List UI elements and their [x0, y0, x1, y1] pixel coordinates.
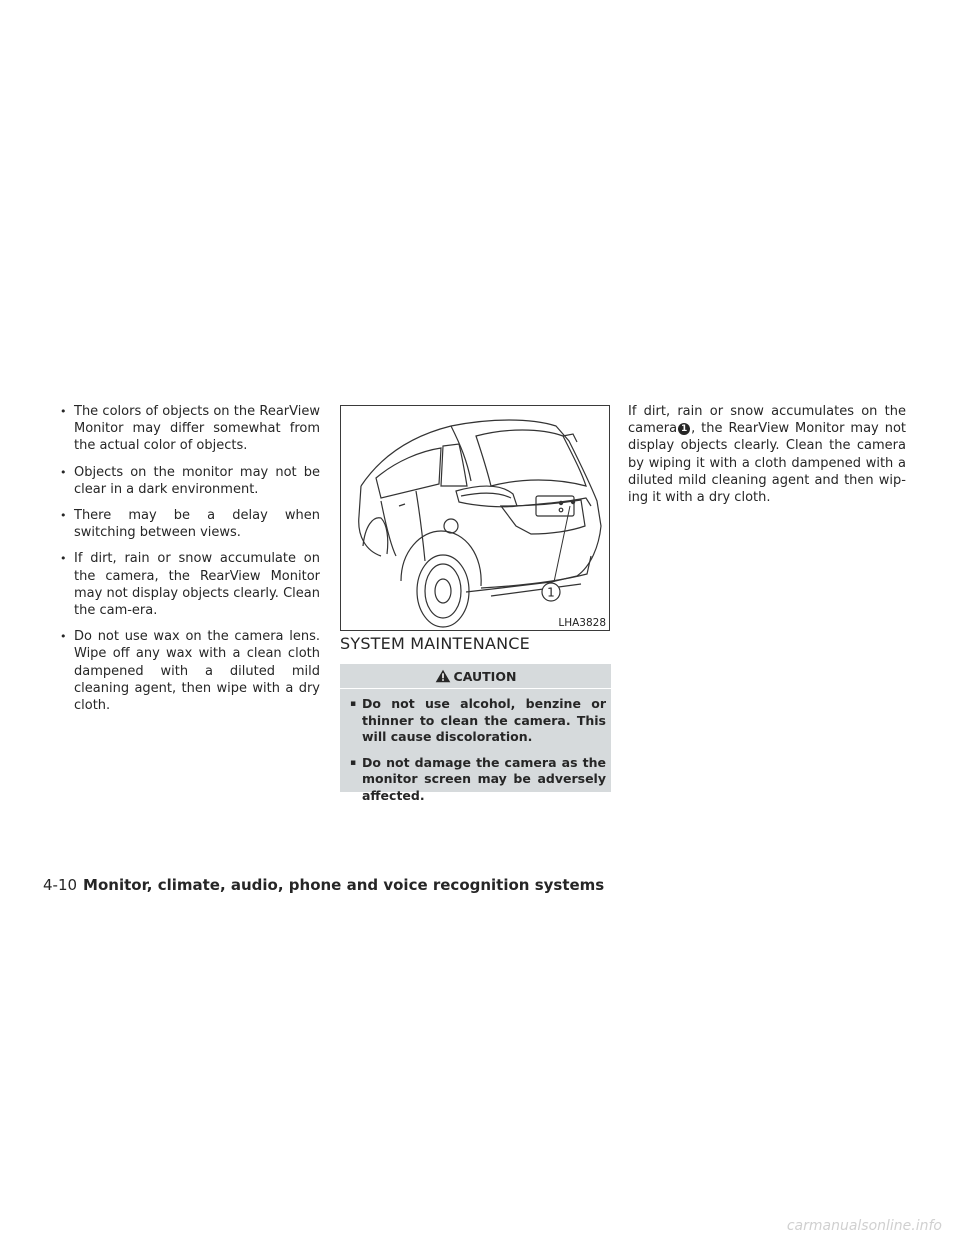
section-heading: SYSTEM MAINTENANCE	[340, 634, 530, 653]
list-item: • There may be a delay when switching between views.	[56, 507, 320, 541]
list-item: • The colors of objects on the RearView Monitor may differ somewhat from the actual color of objects.	[56, 403, 320, 455]
paragraph-text-end: , the RearView Monitor may not display objects clearly. Clean the camera by wiping it with a cloth dampened with a diluted mild cleaning agent and then wip-ing it with a dry cloth.	[628, 421, 906, 506]
bullet-list	[56, 403, 320, 714]
caution-item: ▪ Do not damage the camera as the monitor screen may be adversely affected.	[352, 755, 606, 805]
vehicle-rear-illustration	[340, 405, 610, 631]
maintenance-paragraph	[628, 403, 906, 506]
list-item: • If dirt, rain or snow accumulate on the camera, the RearView Monitor may not display objects clearly. Clean the cam-era.	[56, 550, 320, 619]
chapter-title: Monitor, climate, audio, phone and voice recognition systems	[83, 876, 605, 894]
figure-callout-label: 1	[547, 585, 555, 600]
caution-list	[340, 696, 611, 804]
caution-item: ▪ Do not use alcohol, benzine or thinner to clean the camera. This will cause discoloration.	[352, 696, 606, 746]
caution-box	[340, 664, 611, 803]
warning-triangle-icon	[435, 669, 451, 683]
list-item: • Objects on the monitor may not be clear in a dark environment.	[56, 464, 320, 498]
callout-1-marker: 1	[678, 423, 690, 435]
watermark: carmanualsonline.info	[786, 1218, 942, 1234]
right-column	[628, 403, 906, 506]
page-footer	[43, 876, 604, 894]
caution-header	[340, 664, 611, 689]
suv-rear-drawing	[341, 406, 610, 631]
page-number: 4-10	[43, 876, 78, 894]
figure-id: LHA3828	[558, 617, 606, 629]
caution-title: CAUTION	[453, 668, 517, 684]
paragraph-text-start: If dirt, rain or snow accumulates on the camera	[628, 404, 906, 437]
list-item: • Do not use wax on the camera lens. Wipe off any wax with a clean cloth dampened with a diluted mild cleaning agent, then wipe with a dry cloth.	[56, 628, 320, 714]
left-column	[56, 403, 320, 723]
